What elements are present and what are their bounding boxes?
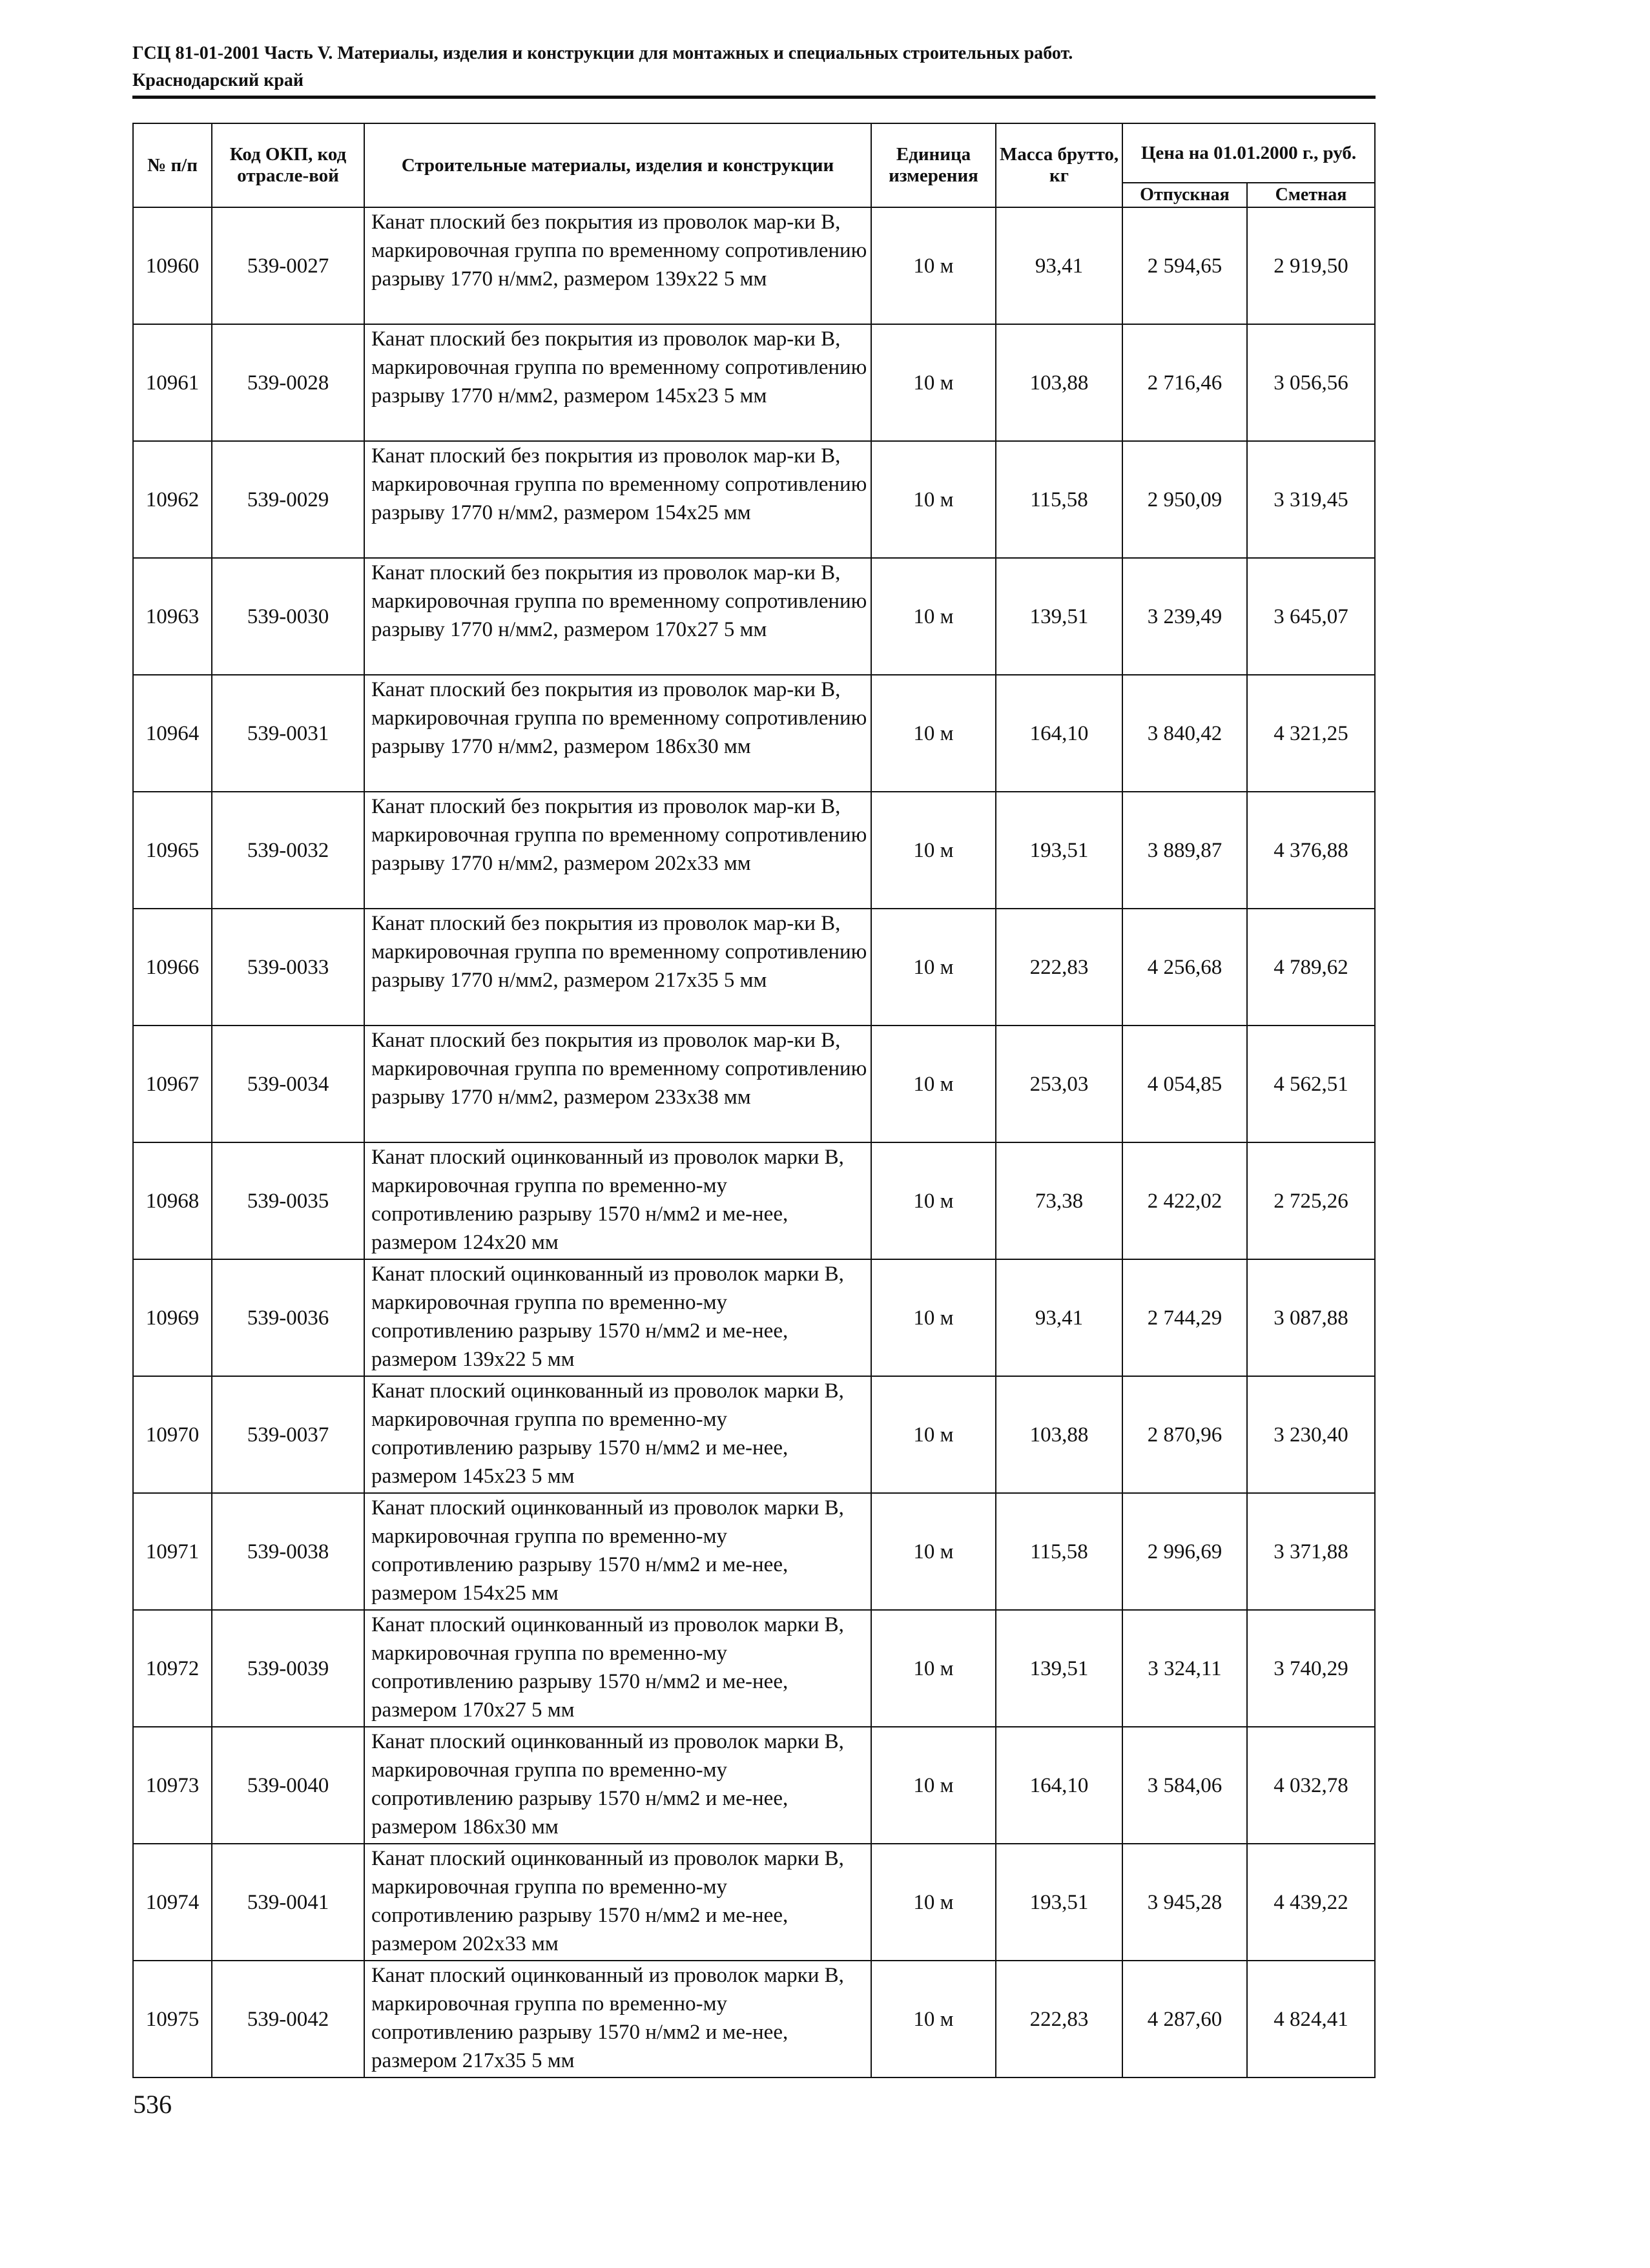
row-num: 10973: [133, 1727, 212, 1844]
col-header-price-release: Отпускная: [1122, 183, 1247, 207]
table-row: [133, 1142, 1375, 1259]
row-price-estimate: 4 562,51: [1247, 1026, 1375, 1142]
row-num: 10968: [133, 1142, 212, 1259]
row-mass: 115,58: [996, 441, 1122, 558]
table-row: [133, 1259, 1375, 1376]
row-price-estimate: 3 319,45: [1247, 441, 1375, 558]
row-num: 10967: [133, 1026, 212, 1142]
col-header-name: Строительные материалы, изделия и конструкции: [364, 123, 871, 207]
row-price-estimate: 4 032,78: [1247, 1727, 1375, 1844]
row-description: Канат плоский оцинкованный из проволок марки В, маркировочная группа по временно-му сопротивлению разрыву 1570 н/мм2 и ме-нее, размером 154х25 мм: [364, 1493, 871, 1610]
row-price-release: 2 950,09: [1122, 441, 1247, 558]
row-price-estimate: 2 919,50: [1247, 207, 1375, 324]
row-num: 10961: [133, 324, 212, 441]
row-price-release: 2 870,96: [1122, 1376, 1247, 1493]
row-description: Канат плоский без покрытия из проволок мар-ки В, маркировочная группа по временному сопротивлению разрыву 1770 н/мм2, размером 217х35 5 мм: [364, 909, 871, 1026]
row-description: Канат плоский без покрытия из проволок мар-ки В, маркировочная группа по временному сопротивлению разрыву 1770 н/мм2, размером 202х33 мм: [364, 792, 871, 909]
row-price-estimate: 4 789,62: [1247, 909, 1375, 1026]
row-mass: 103,88: [996, 324, 1122, 441]
row-code: 539-0030: [212, 558, 364, 675]
row-code: 539-0038: [212, 1493, 364, 1610]
row-num: 10960: [133, 207, 212, 324]
row-num: 10975: [133, 1961, 212, 2077]
row-mass: 139,51: [996, 558, 1122, 675]
row-price-estimate: 3 230,40: [1247, 1376, 1375, 1493]
row-num: 10965: [133, 792, 212, 909]
row-price-estimate: 4 439,22: [1247, 1844, 1375, 1961]
row-num: 10971: [133, 1493, 212, 1610]
row-mass: 164,10: [996, 675, 1122, 792]
row-unit: 10 м: [871, 1727, 996, 1844]
col-header-unit: Единица измерения: [871, 123, 996, 207]
col-header-price-estimate: Сметная: [1247, 183, 1375, 207]
row-code: 539-0033: [212, 909, 364, 1026]
document-header: [132, 40, 1376, 94]
row-unit: 10 м: [871, 1376, 996, 1493]
row-unit: 10 м: [871, 1142, 996, 1259]
table-row: [133, 792, 1375, 909]
row-unit: 10 м: [871, 1610, 996, 1727]
row-unit: 10 м: [871, 792, 996, 909]
table-row: [133, 1961, 1375, 2077]
row-unit: 10 м: [871, 1844, 996, 1961]
row-description: Канат плоский оцинкованный из проволок марки В, маркировочная группа по временно-му сопротивлению разрыву 1570 н/мм2 и ме-нее, размером 202х33 мм: [364, 1844, 871, 1961]
row-code: 539-0034: [212, 1026, 364, 1142]
row-code: 539-0028: [212, 324, 364, 441]
row-description: Канат плоский оцинкованный из проволок марки В, маркировочная группа по временно-му сопротивлению разрыву 1570 н/мм2 и ме-нее, размером 124х20 мм: [364, 1142, 871, 1259]
row-price-release: 3 584,06: [1122, 1727, 1247, 1844]
table-row: [133, 1727, 1375, 1844]
row-price-estimate: 3 087,88: [1247, 1259, 1375, 1376]
row-unit: 10 м: [871, 207, 996, 324]
row-mass: 193,51: [996, 792, 1122, 909]
row-description: Канат плоский без покрытия из проволок мар-ки В, маркировочная группа по временному сопротивлению разрыву 1770 н/мм2, размером 154х25 мм: [364, 441, 871, 558]
table-row: [133, 1493, 1375, 1610]
row-unit: 10 м: [871, 1493, 996, 1610]
row-code: 539-0029: [212, 441, 364, 558]
row-code: 539-0040: [212, 1727, 364, 1844]
row-unit: 10 м: [871, 909, 996, 1026]
row-price-release: 3 324,11: [1122, 1610, 1247, 1727]
row-price-release: 3 889,87: [1122, 792, 1247, 909]
row-description: Канат плоский оцинкованный из проволок марки В, маркировочная группа по временно-му сопротивлению разрыву 1570 н/мм2 и ме-нее, размером 145х23 5 мм: [364, 1376, 871, 1493]
row-code: 539-0042: [212, 1961, 364, 2077]
row-unit: 10 м: [871, 441, 996, 558]
row-description: Канат плоский без покрытия из проволок мар-ки В, маркировочная группа по временному сопротивлению разрыву 1770 н/мм2, размером 233х38 мм: [364, 1026, 871, 1142]
row-description: Канат плоский оцинкованный из проволок марки В, маркировочная группа по временно-му сопротивлению разрыву 1570 н/мм2 и ме-нее, размером 170х27 5 мм: [364, 1610, 871, 1727]
row-mass: 222,83: [996, 909, 1122, 1026]
row-description: Канат плоский оцинкованный из проволок марки В, маркировочная группа по временно-му сопротивлению разрыву 1570 н/мм2 и ме-нее, размером 186х30 мм: [364, 1727, 871, 1844]
row-price-estimate: 4 824,41: [1247, 1961, 1375, 2077]
row-unit: 10 м: [871, 1961, 996, 2077]
row-description: Канат плоский оцинкованный из проволок марки В, маркировочная группа по временно-му сопротивлению разрыву 1570 н/мм2 и ме-нее, размером 139х22 5 мм: [364, 1259, 871, 1376]
row-price-release: 2 594,65: [1122, 207, 1247, 324]
row-price-release: 4 256,68: [1122, 909, 1247, 1026]
row-price-estimate: 4 321,25: [1247, 675, 1375, 792]
row-unit: 10 м: [871, 1026, 996, 1142]
table-row: [133, 1026, 1375, 1142]
row-mass: 222,83: [996, 1961, 1122, 2077]
row-price-release: 2 716,46: [1122, 324, 1247, 441]
row-price-estimate: 4 376,88: [1247, 792, 1375, 909]
header-region: Краснодарский край: [132, 70, 304, 90]
row-unit: 10 м: [871, 1259, 996, 1376]
row-description: Канат плоский без покрытия из проволок мар-ки В, маркировочная группа по временному сопротивлению разрыву 1770 н/мм2, размером 139х22 5 мм: [364, 207, 871, 324]
row-mass: 193,51: [996, 1844, 1122, 1961]
table-row: [133, 441, 1375, 558]
row-num: 10969: [133, 1259, 212, 1376]
row-num: 10974: [133, 1844, 212, 1961]
row-num: 10964: [133, 675, 212, 792]
row-num: 10966: [133, 909, 212, 1026]
row-price-release: 4 287,60: [1122, 1961, 1247, 2077]
row-mass: 253,03: [996, 1026, 1122, 1142]
row-mass: 93,41: [996, 1259, 1122, 1376]
row-unit: 10 м: [871, 675, 996, 792]
header-title: ГСЦ 81-01-2001 Часть V. Материалы, изделия и конструкции для монтажных и специальных строительных работ.: [132, 43, 1073, 63]
table-row: [133, 558, 1375, 675]
col-header-mass: Масса брутто, кг: [996, 123, 1122, 207]
row-code: 539-0027: [212, 207, 364, 324]
row-price-estimate: 3 056,56: [1247, 324, 1375, 441]
row-unit: 10 м: [871, 324, 996, 441]
header-rule: [132, 96, 1376, 99]
row-description: Канат плоский без покрытия из проволок мар-ки В, маркировочная группа по временному сопротивлению разрыву 1770 н/мм2, размером 145х23 5 мм: [364, 324, 871, 441]
row-price-release: 2 744,29: [1122, 1259, 1247, 1376]
row-price-release: 4 054,85: [1122, 1026, 1247, 1142]
row-num: 10963: [133, 558, 212, 675]
row-price-release: 3 945,28: [1122, 1844, 1247, 1961]
table-row: [133, 1376, 1375, 1493]
row-code: 539-0035: [212, 1142, 364, 1259]
row-description: Канат плоский оцинкованный из проволок марки В, маркировочная группа по временно-му сопротивлению разрыву 1570 н/мм2 и ме-нее, размером 217х35 5 мм: [364, 1961, 871, 2077]
row-price-estimate: 3 645,07: [1247, 558, 1375, 675]
row-code: 539-0031: [212, 675, 364, 792]
row-mass: 73,38: [996, 1142, 1122, 1259]
row-price-release: 2 996,69: [1122, 1493, 1247, 1610]
row-mass: 139,51: [996, 1610, 1122, 1727]
row-price-estimate: 2 725,26: [1247, 1142, 1375, 1259]
col-header-code: Код ОКП, код отрасле-вой: [212, 123, 364, 207]
row-num: 10970: [133, 1376, 212, 1493]
row-code: 539-0039: [212, 1610, 364, 1727]
row-num: 10972: [133, 1610, 212, 1727]
table-row: [133, 324, 1375, 441]
row-mass: 164,10: [996, 1727, 1122, 1844]
row-unit: 10 м: [871, 558, 996, 675]
row-code: 539-0041: [212, 1844, 364, 1961]
row-mass: 103,88: [996, 1376, 1122, 1493]
row-price-release: 3 840,42: [1122, 675, 1247, 792]
table-row: [133, 675, 1375, 792]
table-row: [133, 909, 1375, 1026]
price-table: [132, 123, 1376, 2078]
page-number: 536: [133, 2090, 172, 2119]
row-price-release: 3 239,49: [1122, 558, 1247, 675]
row-code: 539-0036: [212, 1259, 364, 1376]
row-price-estimate: 3 740,29: [1247, 1610, 1375, 1727]
table-row: [133, 1844, 1375, 1961]
row-description: Канат плоский без покрытия из проволок мар-ки В, маркировочная группа по временному сопротивлению разрыву 1770 н/мм2, размером 186х30 мм: [364, 675, 871, 792]
table-row: [133, 1610, 1375, 1727]
col-header-price-group: Цена на 01.01.2000 г., руб.: [1122, 123, 1375, 183]
row-description: Канат плоский без покрытия из проволок мар-ки В, маркировочная группа по временному сопротивлению разрыву 1770 н/мм2, размером 170х27 5 мм: [364, 558, 871, 675]
row-code: 539-0037: [212, 1376, 364, 1493]
row-price-estimate: 3 371,88: [1247, 1493, 1375, 1610]
col-header-num: № п/п: [133, 123, 212, 207]
table-row: [133, 207, 1375, 324]
row-code: 539-0032: [212, 792, 364, 909]
row-mass: 93,41: [996, 207, 1122, 324]
row-price-release: 2 422,02: [1122, 1142, 1247, 1259]
row-num: 10962: [133, 441, 212, 558]
row-mass: 115,58: [996, 1493, 1122, 1610]
